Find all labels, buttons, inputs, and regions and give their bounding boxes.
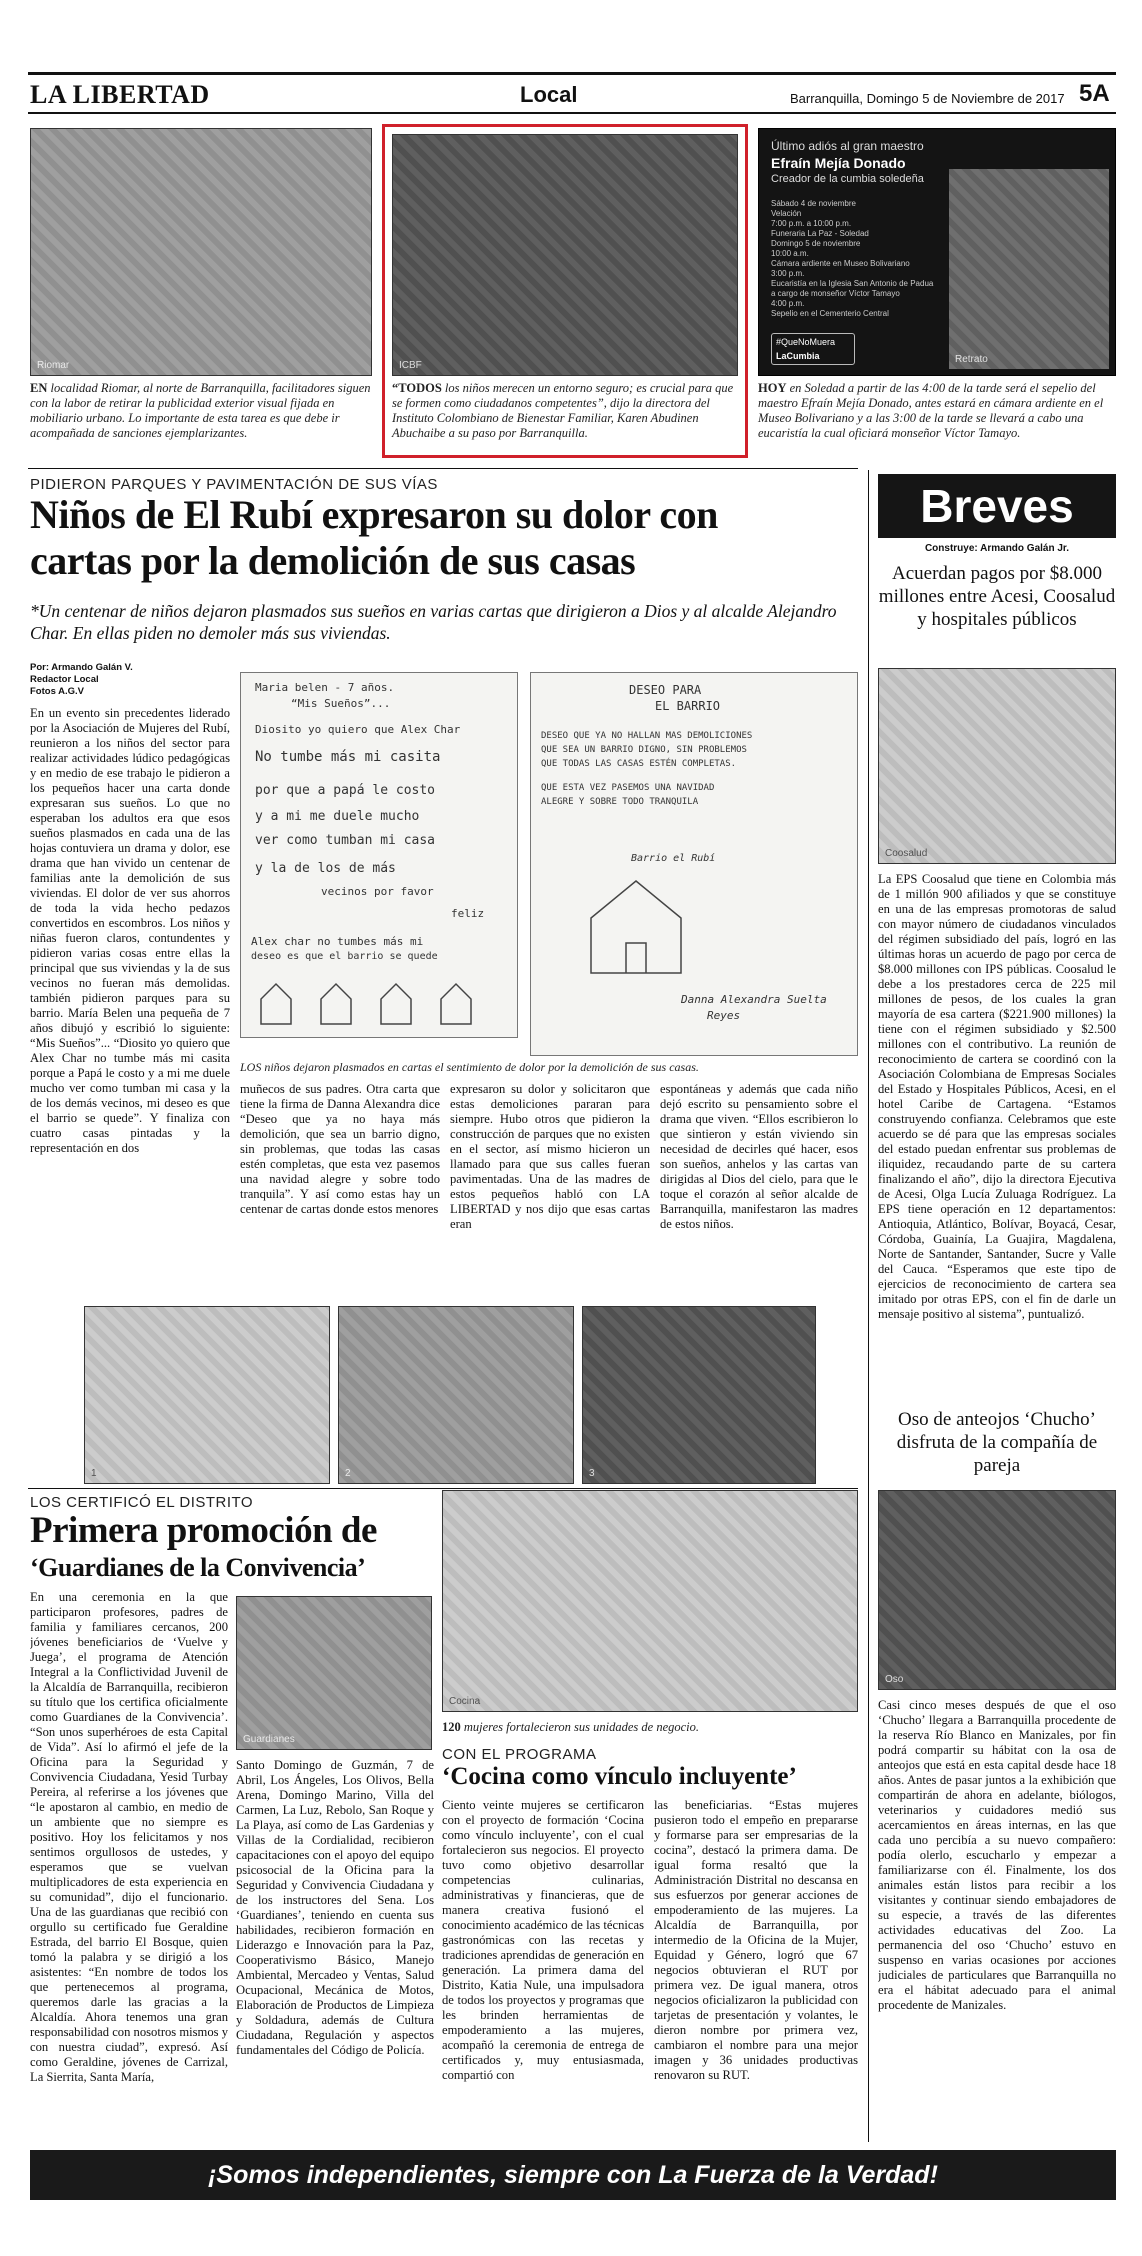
houses-drawing bbox=[251, 969, 501, 1029]
photo-oso: Oso bbox=[878, 1490, 1116, 1690]
main-kicker: PIDIERON PARQUES Y PAVIMENTACIÓN DE SUS VÍAS bbox=[30, 476, 438, 493]
breves-title: Breves bbox=[878, 474, 1116, 538]
guardianes-col-1: En una ceremonia en la que participaron profesores, padres de familia y familiares cercanos, 200 jóvenes beneficiarios de ‘Vuelve y Juega’, el programa de Atención Integral a la Conflictividad Juvenil de la Alcaldía de Barranquilla, recibieron su título que los certifica oficialmente como Guardianes de la Convivencia’. “Son unos superhéroes de esta Capital de Vida”. Así lo afirmó el jefe de la Oficina para la Seguridad y Convivencia Ciudadana, Yesid Turbay Pereira, al referirse a los jóvenes que “le apostaron al cambio, en medio de un ambiente que no siempre es positivo. Hoy los felicitamos y nos sentimos orgullosos de ustedes, y esperamos que se vuelvan multiplicadores de esta experiencia en su comunidad”, dijo el funcionario. Una de las guardianas que recibió con orgullo su certificado fue Geraldine Estrada, del barrio El Bosque, quien tomó la palabra y se dirigió a los asistentes: “En nombre de todos los que pertenecemos al programa, queremos darle las gracias a la Alcaldía. Ahora tenemos una gran responsabilidad con nosotros mismos y con nuestra ciudad”, expresó. Así como Geraldine, jóvenes de Carrizal, La Sierrita, Santa María, bbox=[30, 1590, 228, 2084]
photo-strip-2: 2 bbox=[338, 1306, 574, 1484]
photo-guardianes: Guardianes bbox=[236, 1596, 432, 1750]
house-drawing bbox=[581, 873, 701, 983]
photo-icbf: ICBF bbox=[392, 134, 738, 376]
tribute-schedule: Sábado 4 de noviembre Velación 7:00 p.m. a 10:00 p.m. Funeraria La Paz - Soledad Domingo 5 de noviembre 10:00 a.m. Cámara ardiente en Museo Bolivariano 3:00 p.m. Eucaristía en la Iglesia San Antonio de Padua a cargo de monseñor Víctor Tamayo 4:00 p.m. Sepelio en el Cementerio Central bbox=[771, 199, 934, 318]
cocina-headline: ‘Cocina como vínculo incluyente’ bbox=[442, 1763, 797, 1790]
dateline: Barranquilla, Domingo 5 de Noviembre de 2017 bbox=[790, 91, 1065, 106]
brief1-body: La EPS Coosalud que tiene en Colombia más de 1 millón 900 afiliados y que se constituye en una de las empresas promotoras de salud con mayor número de ciudadanos vinculados del régimen subsidiado del país, logró en las últimas horas un acuerdo de pago por cerca de $8.000 millones con IPS públicas. Coosalud le debe a los prestadores cerca de 225 mil millones de pesos, de los cuales la gran mayoría de esa cartera ($221.900 millones) la tiene con el régimen subsidiado y $2.500 millones con el contributivo. La reunión de reconocimiento de cartera se coordinó con la Asociación Colombiana de Empresas Sociales del Estado y Hospitales Públicos, Acesi, en el hotel Caribe de Cartagena. “Estamos construyendo confianza. Celebramos que este acuerdo se dé para que las empresas sociales del estado puedan enfrentar sus problemas de iliquidez, recaudando parte de su cartera finalizando el año”, dijo la directora Ejecutiva de Acesi, Olga Lucía Zuluaga Rodríguez. La EPS tiene operación en 12 departamentos: Antioquia, Atlántico, Bolívar, Boyacá, Cesar, Córdoba, Guainía, La Guajira, Magdalena, Norte de Santander, Santander, Sucre y Valle del Cauca. “Esperamos que este tipo de ejercicios de reconocimiento de cartera sea imitado por otras EPS, con el fin de darle un mensaje positivo al sistema”, puntualizó. bbox=[878, 872, 1116, 1321]
cocina-col-2: las beneficiarias. “Estas mujeres pusieron todo el empeño en prepararse y formarse para ser empresarias de la cocina”, destacó la primera dama. De igual forma resaltó que la Administración Distrital no descansa en sus esfuerzos por generar acciones de empoderamiento de las mujeres. La Alcaldía de Barranquilla, por intermedio de la Oficina de la Mujer, Equidad y Género, logró que 67 negocios obtuvieran el RUT por primera vez. De igual manera, otros negocios oficializaron la publicidad con tarjetas de presentación y volantes, le dieron nombre por primera vez, cambiaron el nombre para una mejor imagen y 36 unidades productivas renovaron su RUT. bbox=[654, 1798, 858, 2082]
main-col-4: espontáneas y además que cada niño dejó escrito su pensamiento sobre el drama que viven. “Ellos escribieron lo que sintieron y están viviendo sin necesidad de decirles qué hacer, esos son sueños, anhelos y las cartas van dirigidas al Dios del cielo, para que le toque el corazón al señor alcalde de Barranquilla, manifestaron las madres de estos niños. bbox=[660, 1082, 858, 1231]
letters-caption: LOS niños dejaron plasmados en cartas el sentimiento de dolor por la demolición de sus casas. bbox=[240, 1060, 699, 1074]
main-byline: Por: Armando Galán V. Redactor Local Fotos A.G.V bbox=[30, 662, 133, 697]
tribute-name: Efraín Mejía Donado bbox=[771, 155, 906, 171]
brief1-headline: Acuerdan pagos por $8.000 millones entre Acesi, Coosalud y hospitales públicos bbox=[878, 563, 1116, 630]
cocina-caption: 120 mujeres fortalecieron sus unidades de negocio. bbox=[442, 1720, 700, 1734]
letter-danna: DESEO PARA EL BARRIO DESEO QUE YA NO HALLAN MAS DEMOLICIONES QUE SEA UN BARRIO DIGNO, SIN PROBLEMOS QUE TODAS LAS CASAS ESTÉN COMPLETAS. QUE ESTA VEZ PASEMOS UNA NAVIDAD ALEGRE Y SOBRE TODO TRANQUILA Barrio el Rubí Danna Alexandra Suelta Reyes bbox=[530, 672, 858, 1056]
guardianes-kicker: LOS CERTIFICÓ EL DISTRITO bbox=[30, 1494, 254, 1511]
guardianes-col-2: Santo Domingo de Guzmán, 7 de Abril, Los Ángeles, Los Olivos, Bella Arena, Domingo Marino, Villa del Carmen, La Luz, Rebolo, San Roque y La Playa, así como de Las Gardenias y Villas de la Cordialidad, recibieron capacitaciones con el apoyo del equipo psicosocial de la Oficina para la Seguridad y Convivencia Ciudadana y de los instructores del Sena. Los ‘Guardianes’, teniendo en cuenta sus habilidades, recibieron formación en Liderazgo e Innovación para la Paz, Cooperativismo Básico, Manejo Ambiental, Mercadeo y Ventas, Salud Ocupacional, Mecánica de Motos, Elaboración de Productos de Limpieza y Soldadura, además de Cultura Ciudadana, Regulación y aspectos fundamentales del Código de Policía. bbox=[236, 1758, 434, 2057]
paper-name: LA LIBERTAD bbox=[30, 80, 210, 109]
caption-riomar: EN localidad Riomar, al norte de Barranquilla, facilitadores siguen con la labor de retirar la publicidad exterior visual fijada en mobiliario urbano. Lo importante de esta tarea es que debe ir acompañada de sanciones ejemplarizantes. bbox=[30, 381, 371, 440]
photo-coosalud: Coosalud bbox=[878, 668, 1116, 864]
photo-riomar: Riomar bbox=[30, 128, 372, 376]
cocina-kicker: CON EL PROGRAMA bbox=[442, 1746, 597, 1763]
photo-maestro: Retrato bbox=[949, 169, 1109, 369]
letter-maria-belen: Maria belen - 7 años. “Mis Sueños”... Diosito yo quiero que Alex Char No tumbe más mi casita por que a papá le costo y a mi me duele mucho ver como tumban mi casa y la de los de más vecinos por favor feliz Alex char no tumbes más mi deseo es que el barrio se quede bbox=[240, 672, 518, 1038]
caption-sepelio: HOY en Soledad a partir de las 4:00 de la tarde será el sepelio del maestro Efraín Mejía Donado, antes estará en cámara ardiente en el Museo Bolivariano y a las 3:00 de la tarde se llevará a cabo una eucaristía la cual oficiará monseñor Víctor Tamayo. bbox=[758, 381, 1104, 440]
main-headline: Niños de El Rubí expresaron su dolor con cartas por la demolición de sus casas bbox=[30, 492, 718, 583]
brief2-body: Casi cinco meses después de que el oso ‘Chucho’ llegara a Barranquilla procedente de la reserva Río Blanco en Manizales, por fin podrá compartir su hábitat con la osa de anteojos que está en esta capital desde hace 18 años. Antes de pasar juntos a la exhibición que compartirán de ahora en adelante, biólogos, veterinarios y cuidadores medió sus acercamientos en áreas internas, en las que cada uno percibía a su nuevo compañero: podía olerlo, escucharlo y empezar a familiarizarse con él. Finalmente, los dos animales están listos para recibir a los visitantes y continuar siendo embajadores de su especie, a través de las diferentes actividades educativas del Zoo. La permanencia del oso ‘Chucho’ estuvo en suspenso en varias ocasiones por acciones judiciales de particulares que Barranquilla no era el hábitat adecuado para el animal procedente de Manizales. bbox=[878, 1698, 1116, 2012]
sidebar-rule bbox=[868, 470, 869, 2142]
main-col-1: En un evento sin precedentes liderado por la Asociación de Mujeres del Rubí, reunieron a los niños del sector para realizar actividades lúdico pedagógicas y en medio de ese trabajo le pidieron a los pequeños hacer una carta donde expresaran sus sueños. Lo que no esperaban los adultos era que esos sueños plasmados en cada una de las hojas contuviera un drama y dolor, ese drama que han vivido un centenar de familias ante la demolición de sus viviendas. El dolor de ver sus ahorros de toda la vida hecho pedazos convertidos en escombros. Los niños y niñas fueron claros, contundentes y pidieron varias cosas entre ellas la principal que sus viviendas y la de sus vecinos no fueran más demolidas. también pidieron parques para su barrio. María Belen una pequeña de 7 años dibujó y escribió lo siguiente: “Mis Sueños”... “Diosito yo quiero que Alex Char no tumbe más mi casita porque a Papá le costo y a mi me duele mucho ver como tumban mi casa y la de los demás vecinos, mi deseo es que el barrio se quede”. Y finaliza con cuatro casas pintadas y la representación en dos bbox=[30, 706, 230, 1155]
row-rule bbox=[28, 468, 858, 469]
masthead-rule bbox=[28, 112, 1116, 114]
photo-strip-3: 3 bbox=[582, 1306, 816, 1484]
top-rule bbox=[28, 72, 1116, 75]
photo-strip-1: 1 bbox=[84, 1306, 330, 1484]
photo-cocina: Cocina bbox=[442, 1490, 858, 1712]
cocina-col-1: Ciento veinte mujeres se certificaron con el proyecto de formación ‘Cocina como vínculo incluyente’, con el cual fortalecieron sus negocios. El proyecto tuvo como objetivo desarrollar competencias culinarias, administrativas y financieras, que de manera creativa fusionó el conocimiento académico de las técnicas gastronómicas con las recetas y tradiciones aprendidas de generación en generación. La primera dama del Distrito, Katia Nule, una impulsadora de todos los proyectos y programas que les brinden herramientas de empoderamiento a las mujeres, acompañó la ceremonia de entrega de certificados y, muy entusiasmada, compartió con bbox=[442, 1798, 644, 2082]
main-col-3: expresaron su dolor y solicitaron que estas demoliciones pararan para siempre. Hubo otros que pidieron la construcción de parques que no existen en el sector, así mismo hicieron un llamado para que sus calles fueran pavimentadas. Una de las madres de estos pequeños habló con LA LIBERTAD y nos dijo que esas cartas eran bbox=[450, 1082, 650, 1231]
main-col-2: muñecos de sus padres. Otra carta que tiene la firma de Danna Alexandra dice “Deseo que ya no haya más demolición, que sea un barrio digno, sin problemas, que todas las casas estén completas, que esta vez pasemos una navidad alegre y sobre todo tranquila”. Y así como estas hay un centenar de cartas donde estos menores bbox=[240, 1082, 440, 1216]
page-number: 5A bbox=[1079, 80, 1110, 107]
hashtag-badge: #QueNoMuera LaCumbia bbox=[771, 333, 855, 365]
main-deck: *Un centenar de niños dejaron plasmados sus sueños en varias cartas que dirigieron a Dios y al alcalde Alejandro Char. En ellas piden no demoler más sus viviendas. bbox=[30, 601, 837, 643]
row-rule-2 bbox=[28, 1488, 858, 1489]
footer-banner: ¡Somos independientes, siempre con La Fuerza de la Verdad! bbox=[30, 2150, 1116, 2200]
section-name: Local bbox=[520, 82, 578, 107]
caption-icbf: “TODOS los niños merecen un entorno seguro; es crucial para que se formen como ciudadanos competentes”, dijo la directora del Instituto Colombiano de Bienestar Familiar, Karen Abudinen Abuchaibe a su paso por Barranquilla. bbox=[392, 381, 734, 440]
tribute-role: Creador de la cumbia soledeña bbox=[771, 173, 924, 185]
brief2-headline: Oso de anteojos ‘Chucho’ disfruta de la compañía de pareja bbox=[896, 1409, 1098, 1476]
tribute-panel bbox=[758, 128, 1116, 376]
tribute-line: Último adiós al gran maestro bbox=[771, 139, 924, 153]
guardianes-headline: Primera promoción de ‘Guardianes de la Convivencia’ bbox=[30, 1510, 377, 1582]
breves-credit: Construye: Armando Galán Jr. bbox=[924, 543, 1070, 554]
